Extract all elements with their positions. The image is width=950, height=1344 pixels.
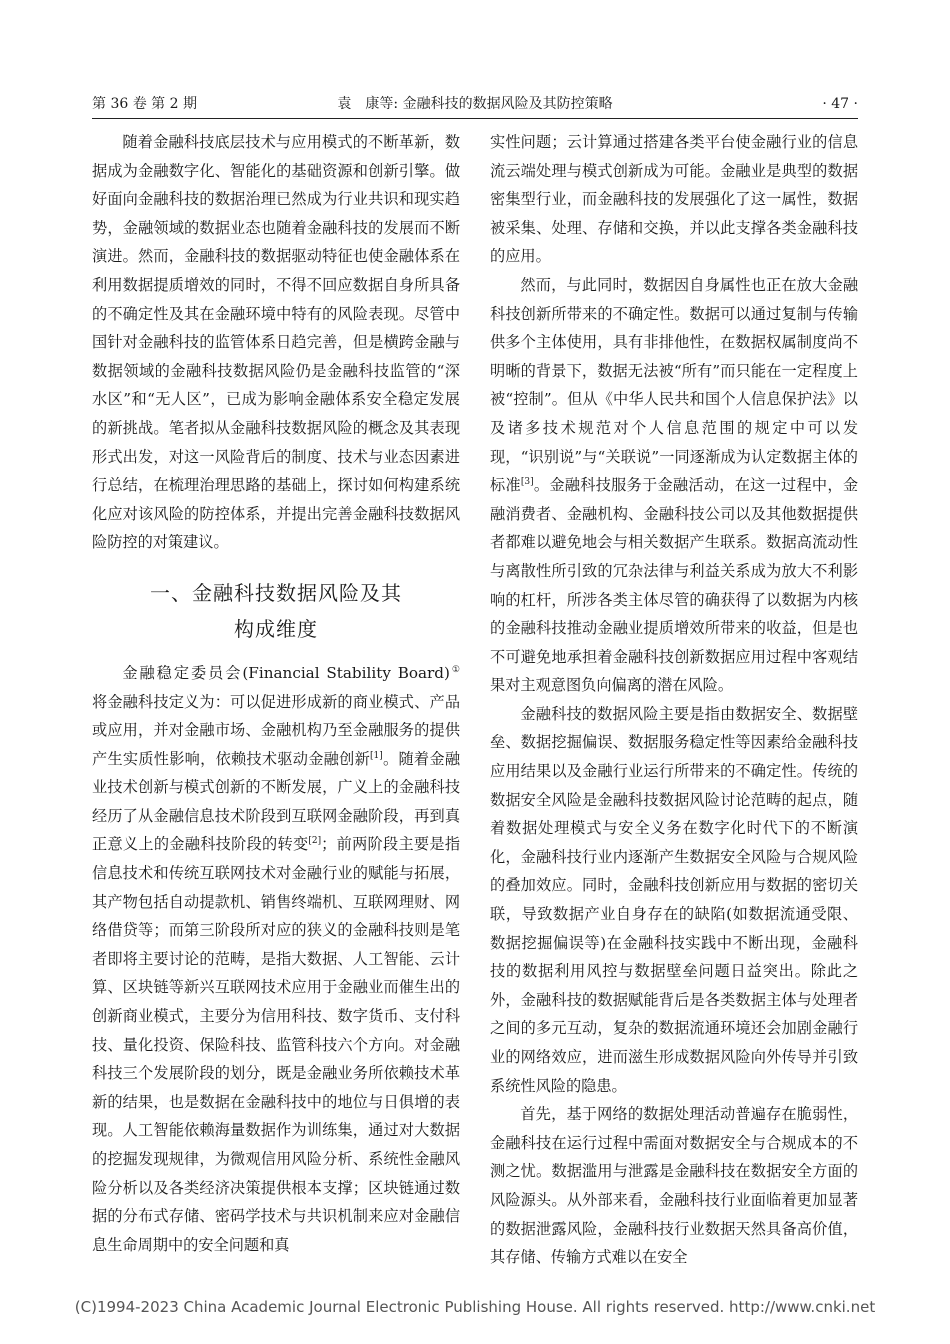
text-run: 然而，与此同时，数据因自身属性也正在放大金融科技创新所带来的不确定性。数据可以通过复制与传输供多个主体使用，具有非排他性，在数据权属制度尚不明晰的背景下，数据无法被“所有”而只能在一定程度上被“控制”。但从《中华人民共和国个人信息保护法》以及诸多技术规范对个人信息范围的规定中可以发现，“识别说”与“关联说”一同逐渐成为认定数据主体的标准 <box>490 275 858 495</box>
page-number: · 47 · <box>822 96 858 112</box>
fsb-definition-paragraph <box>92 659 460 1259</box>
intro-paragraph: 随着金融科技底层技术与应用模式的不断革新，数据成为金融数字化、智能化的基础资源和创新引擎。做好面向金融科技的数据治理已然成为行业共识和现实趋势，金融领域的数据业态也随着金融科技的发展而不断演进。然而，金融科技的数据驱动特征也使金融体系在利用数据提质增效的同时，不得不回应数据自身所具备的不确定性及其在金融环境中特有的风险表现。尽管中国针对金融科技的监管体系日趋完善，但是横跨金融与数据领域的金融科技数据风险仍是金融科技监管的“深水区”和“无人区”，已成为影响金融体系安全稳定发展的新挑战。笔者拟从金融科技数据风险的概念及其表现形式出发，对这一风险背后的制度、技术与业态因素进行总结，在梳理治理思路的基础上，探讨如何构建系统化应对该风险的防控体系，并提出完善金融科技数据风险防控的对策建议。 <box>92 133 460 552</box>
section-heading-line-1: 一、金融科技数据风险及其 <box>150 580 402 605</box>
article-running-title: 袁 康等: 金融科技的数据风险及其防控策略 <box>337 96 613 112</box>
left-column <box>92 128 460 1259</box>
right-column <box>490 128 858 1272</box>
running-header <box>92 92 858 116</box>
header-rule <box>92 118 858 119</box>
citation-ref: [3] <box>520 477 534 488</box>
data-risk-definition-paragraph: 金融科技的数据风险主要是指由数据安全、数据壁垒、数据挖掘偏误、数据服务稳定性等因素给金融科技应用结果以及金融行业运行所带来的不确定性。传统的数据安全风险是金融科技数据风险讨论范畴的起点，随着数据处理模式与安全义务在数字化时代下的不断演化，金融科技行业内逐渐产生数据安全风险与合规风险的叠加效应。同时，金融科技创新应用与数据的密切关联，导致数据产业自身存在的缺陷(如数据流通受限、数据挖掘偏误等)在金融科技实践中不断出现，金融科技的数据利用风控与数据壁垒问题日益突出。除此之外，金融科技的数据赋能背后是各类数据主体与处理者之间的多元互动，复杂的数据流通环境还会加剧金融行业的网络效应，进而滋生形成数据风险向外传导并引致系统性风险的隐患。 <box>490 704 858 1095</box>
citation-ref: [1] <box>370 750 383 761</box>
footnote-mark: ① <box>449 664 460 675</box>
section-heading <box>92 575 460 647</box>
citation-ref: [2] <box>308 836 322 847</box>
copyright-footer: (C)1994-2023 China Academic Journal Electronic Publishing House. All rights reserved. http://www.cnki.net <box>74 1298 876 1316</box>
text-run: 金融稳定委员会(Financial Stability Board) <box>122 663 450 682</box>
continued-paragraph: 实性问题；云计算通过搭建各类平台使金融行业的信息流云端处理与模式创新成为可能。金融业是典型的数据密集型行业，而金融科技的发展强化了这一属性，数据被采集、处理、存储和交换，并以此支撑各类金融科技的应用。 <box>490 133 858 266</box>
section-heading-line-2: 构成维度 <box>234 616 318 641</box>
text-run: 。随着金融业技术创新与模式创新的不断发展，广义上的金融科技经历了从金融信息技术阶段到互联网金融阶段，再到真正意义上的金融科技阶段的转变 <box>92 749 461 854</box>
text-run: ；前两阶段主要是指信息技术和传统互联网技术对金融行业的赋能与拓展，其产物包括自动提款机、销售终端机、互联网理财、网络借贷等；而第三阶段所对应的狭义的金融科技则是笔者即将主要讨论的范畴，是指大数据、人工智能、云计算、区块链等新兴互联网技术应用于金融业而催生出的创新商业模式，主要分为信用科技、数字货币、支付科技、量化投资、保险科技、监管科技六个方向。对金融科技三个发展阶段的划分，既是金融业务所依赖技术革新的结果，也是数据在金融科技中的地位与日俱增的表现。人工智能依赖海量数据作为训练集，通过对大数据的挖掘发现规律，为微观信用风险分析、系统性金融风险分析以及各类经济决策提供根本支撑；区块链通过数据的分布式存储、密码学技术与共识机制来应对金融信息生命周期中的安全问题和真 <box>92 835 461 1254</box>
text-run: 将金融科技定义为：可以促进形成新的商业模式、产品或应用，并对金融市场、金融机构乃至金融服务的提供产生实质性影响，依赖技术驱动金融创新 <box>92 692 460 768</box>
uncertainty-paragraph <box>490 271 858 700</box>
text-run: 。金融科技服务于金融活动，在这一过程中，金融消费者、金融机构、金融科技公司以及其他数据提供者都难以避免地会与相关数据产生联系。数据高流动性与离散性所引致的冗杂法律与利益关系成为放大不利影响的杠杆，所涉各类主体尽管的确获得了以数据为内核的金融科技推动金融业提质增效所带来的收益，但是也不可避免地承担着金融科技创新数据应用过程中客观结果对主观意图负向偏离的潜在风险。 <box>490 476 859 695</box>
volume-issue: 第 36 卷 第 2 期 <box>92 96 197 112</box>
first-point-paragraph: 首先，基于网络的数据处理活动普遍存在脆弱性，金融科技在运行过程中需面对数据安全与合规成本的不测之忧。数据滥用与泄露是金融科技在数据安全方面的风险源头。从外部来看，金融科技行业面临着更加显著的数据泄露风险，金融科技行业数据天然具备高价值，其存储、传输方式难以在安全 <box>490 1105 858 1267</box>
